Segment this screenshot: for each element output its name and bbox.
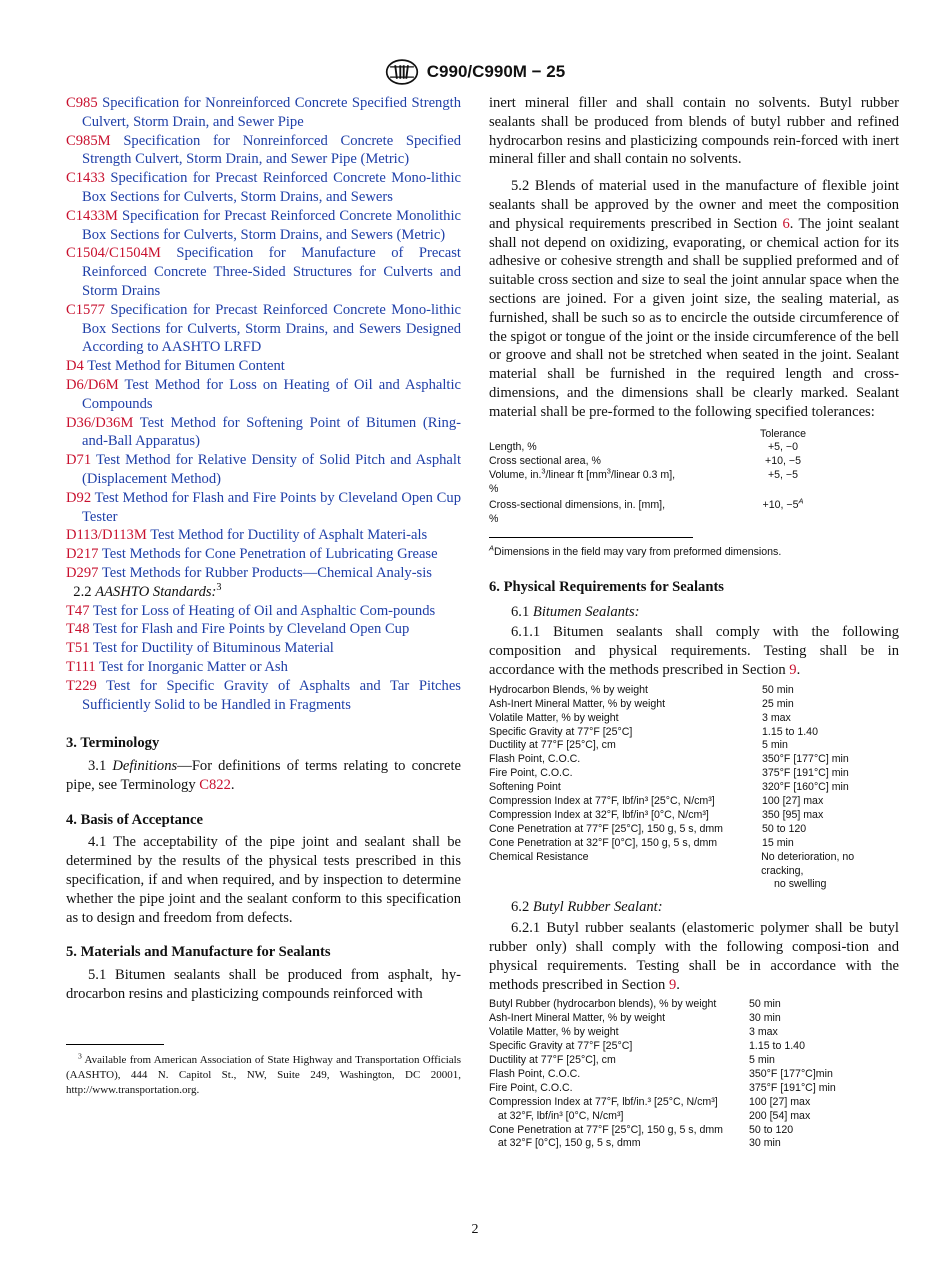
requirement-value: 50 to 120 bbox=[749, 1123, 794, 1136]
requirement-row bbox=[489, 1110, 899, 1124]
reference-title[interactable]: Specification for Manufacture of Precast Reinforced Concrete Three-Sided Structures for Culverts and Storm Drains bbox=[82, 245, 461, 299]
section-5-1-cont: inert mineral filler and shall contain no solvents. Butyl rubber sealants shall be produced from blends of butyl rubber and refined hydrocarbon resins and plasticizing compounds rein-forced with inert mineral filler and shall contain no solvents. bbox=[489, 95, 899, 168]
requirement-value: 375°F [191°C] min bbox=[762, 767, 849, 780]
requirement-value: 5 min bbox=[762, 739, 788, 752]
requirement-value: 350 [95] max bbox=[762, 808, 824, 821]
references-list bbox=[66, 94, 461, 583]
reference-title[interactable]: Test Method for Bitumen Content bbox=[87, 358, 285, 375]
requirement-property bbox=[489, 878, 762, 892]
footnote-rule bbox=[66, 1044, 164, 1045]
reference-item[interactable] bbox=[66, 357, 461, 376]
footnote-3: $^3$ Available from American Association of State Highway and Transportation Officials (AASHTO), 444 N. Capitol St., NW, Suite 249, Washington, DC 20001, http://www.transportation.org. bbox=[66, 1051, 461, 1096]
requirement-property: Fire Point, C.O.C. bbox=[489, 1081, 573, 1094]
requirement-row bbox=[489, 753, 899, 767]
section-6-1: 6.1 Bitumen Sealants: bbox=[511, 603, 640, 620]
table-rule bbox=[489, 537, 693, 538]
left-column bbox=[66, 94, 461, 1098]
tolerance-footnote: $^A$Dimensions in the field may vary from preformed dimensions. bbox=[489, 543, 782, 558]
requirement-property: at 32°F [0°C], 150 g, 5 s, dmm bbox=[489, 1137, 641, 1150]
reference-item[interactable] bbox=[66, 526, 461, 545]
reference-item[interactable] bbox=[66, 602, 461, 621]
section-6-heading: 6. Physical Requirements for Sealants bbox=[489, 578, 724, 595]
requirement-value: 1.15 to 1.40 bbox=[749, 1040, 805, 1053]
requirement-value: 1.15 to 1.40 bbox=[762, 725, 818, 738]
requirement-row bbox=[489, 1137, 899, 1151]
requirement-value: 30 min bbox=[749, 1012, 781, 1025]
section-6-2-1: 6.2.1 Butyl rubber sealants (elastomeric polymer shall be butyl rubber only) shall comply with the following composi-tion and physical requirements. Testing shall be in accordance with the methods prescribed in Section 9. bbox=[489, 920, 899, 993]
requirement-property: Fire Point, C.O.C. bbox=[489, 767, 573, 780]
aashto-subheading: 2.2 AASHTO Standards:$^3$ bbox=[73, 581, 222, 600]
requirement-row bbox=[489, 795, 899, 809]
reference-code[interactable]: T111 bbox=[66, 658, 96, 675]
requirement-value: 50 min bbox=[762, 683, 794, 696]
aashto-references-list bbox=[66, 602, 461, 715]
section-5-2: 5.2 Blends of material used in the manufacture of flexible joint sealants shall be approved by the owner and meet the composition and physical requirements prescribed in Section 6. The joint sealant shall not depend on oxidizing, evaporating, or chemical action for its adhesive or cohesive strength and shall be supplied preformed and of suitable cross section and size to seal the joint annular space when the sections are joined. For a given joint size, the sealing material, as furnished, shall be such so as to encircle the outside circumference of the spigot or tongue of the joint or the inside circumference of the bell or groove and shall not be stretched when seated in the joint. Sealant material shall be furnished in the required length and cross-dimensions, and the dimensions shall be clearly marked. Sealant material shall be pre-formed to the following specified tolerances: bbox=[489, 178, 899, 420]
requirement-value: 100 [27] max bbox=[762, 795, 824, 808]
ref-link-section-9[interactable]: 9 bbox=[668, 976, 677, 993]
reference-code[interactable]: C1504/C1504M bbox=[66, 245, 161, 262]
reference-code[interactable]: T47 bbox=[66, 602, 90, 619]
requirement-row bbox=[489, 739, 899, 753]
requirement-row bbox=[489, 1012, 899, 1026]
requirement-row bbox=[489, 851, 899, 879]
requirement-value: 200 [54] max bbox=[749, 1109, 811, 1122]
section-6-1-1: 6.1.1 Bitumen sealants shall comply with the following composition and physical requirements. Testing shall be in accordance with the methods prescribed in Section 9. bbox=[489, 624, 899, 678]
requirement-value: 375°F [191°C] min bbox=[749, 1081, 836, 1094]
reference-code[interactable]: T229 bbox=[66, 677, 97, 694]
page-number: 2 bbox=[471, 1222, 479, 1237]
reference-item[interactable] bbox=[66, 132, 461, 170]
requirement-property: Hydrocarbon Blends, % by weight bbox=[489, 683, 648, 696]
page-header bbox=[0, 58, 950, 91]
reference-title[interactable]: Test Method for Loss on Heating of Oil and Asphaltic Compounds bbox=[82, 376, 461, 412]
reference-item[interactable] bbox=[66, 677, 461, 715]
reference-item[interactable] bbox=[66, 244, 461, 300]
requirement-row bbox=[489, 1026, 899, 1040]
requirement-property: Flash Point, C.O.C. bbox=[489, 1067, 581, 1080]
requirement-property: Cone Penetration at 77°F [25°C], 150 g, 5 s, dmm bbox=[489, 822, 724, 835]
requirement-property: Ductility at 77°F [25°C], cm bbox=[489, 1053, 616, 1066]
requirement-row bbox=[489, 1124, 899, 1138]
reference-code[interactable]: D6/D6M bbox=[66, 376, 119, 393]
reference-item[interactable] bbox=[66, 545, 461, 564]
reference-code[interactable]: D92 bbox=[66, 489, 92, 506]
requirement-value: 50 to 120 bbox=[762, 822, 807, 835]
requirement-property: at 32°F, lbf/in³ [0°C, N/cm³] bbox=[489, 1109, 624, 1122]
requirement-property: Volatile Matter, % by weight bbox=[489, 711, 619, 724]
section-5-heading: 5. Materials and Manufacture for Sealants bbox=[66, 944, 331, 961]
reference-item[interactable] bbox=[66, 414, 461, 452]
requirement-value: No deterioration, no cracking, bbox=[761, 850, 855, 877]
reference-title[interactable]: Test Methods for Rubber Products—Chemical Analy-sis bbox=[101, 564, 432, 581]
reference-code[interactable]: T51 bbox=[66, 640, 90, 657]
requirement-row bbox=[489, 823, 899, 837]
requirement-property: Specific Gravity at 77°F [25°C] bbox=[489, 1040, 633, 1053]
butyl-requirements-table bbox=[489, 998, 899, 1151]
reference-item[interactable] bbox=[66, 564, 461, 583]
requirement-value: 320°F [160°C] min bbox=[762, 781, 849, 794]
reference-title[interactable]: Test Methods for Cone Penetration of Lubricating Grease bbox=[101, 546, 438, 563]
reference-code[interactable]: C1433M bbox=[66, 207, 118, 224]
requirement-row bbox=[489, 809, 899, 823]
reference-title[interactable]: Test Method for Relative Density of Solid Pitch and Asphalt (Displacement Method) bbox=[82, 452, 462, 487]
requirement-value: 3 max bbox=[749, 1026, 778, 1039]
ref-link-section-6[interactable]: 6 bbox=[782, 215, 790, 232]
reference-title[interactable]: Test Method for Flash and Fire Points by Cleveland Open Cup Tester bbox=[82, 489, 461, 525]
tolerance-row: Length, % +5, −0 bbox=[489, 441, 799, 454]
reference-code[interactable]: C1433 bbox=[66, 170, 105, 187]
bitumen-requirements-table bbox=[489, 684, 899, 893]
reference-item[interactable] bbox=[66, 301, 461, 357]
requirement-row bbox=[489, 1054, 899, 1068]
reference-code[interactable]: D113/D113M bbox=[66, 527, 147, 544]
right-column bbox=[489, 94, 899, 1151]
requirement-value: 30 min bbox=[749, 1137, 781, 1150]
reference-item[interactable] bbox=[66, 658, 461, 677]
reference-item[interactable] bbox=[66, 489, 461, 527]
reference-title[interactable]: Specification for Precast Reinforced Concrete Mono-lithic Box Sections for Culverts, Storm Drains, and Sewers bbox=[82, 170, 461, 205]
section-3-1: 3.1 Definitions—For definitions of terms relating to concrete pipe, see Terminology C822. bbox=[66, 758, 461, 793]
section-4-1: 4.1 The acceptability of the pipe joint and sealant shall be determined by the results of the physical tests prescribed in this specification, if and when required, and by inspection to determine whether the pipe joint and the sealant conform to this specification as to design and freedom from defects. bbox=[66, 834, 461, 926]
requirement-row bbox=[489, 712, 899, 726]
reference-code[interactable]: T48 bbox=[66, 621, 90, 638]
reference-item[interactable] bbox=[66, 620, 461, 639]
reference-title[interactable]: Specification for Nonreinforced Concrete Specified Strength Culvert, Storm Drain, and Sewer Pipe (Metric) bbox=[82, 132, 461, 168]
requirement-value: 5 min bbox=[749, 1053, 775, 1066]
reference-title[interactable]: Test for Ductility of Bituminous Material bbox=[92, 640, 334, 657]
document-id: C990/C990M − 25 bbox=[426, 62, 566, 81]
requirement-value: 350°F [177°C] min bbox=[762, 753, 849, 766]
requirement-property: Flash Point, C.O.C. bbox=[489, 753, 581, 766]
reference-code[interactable]: D217 bbox=[66, 546, 99, 563]
requirement-row bbox=[489, 1082, 899, 1096]
requirement-row bbox=[489, 684, 899, 698]
requirement-property: Compression Index at 77°F, lbf/in.³ [25°C, N/cm³] bbox=[489, 1095, 718, 1108]
reference-code[interactable]: D36/D36M bbox=[66, 414, 134, 431]
requirement-value: 3 max bbox=[762, 711, 791, 724]
reference-code[interactable]: D71 bbox=[66, 452, 92, 469]
reference-title[interactable]: Specification for Precast Reinforced Concrete Monolithic Box Sections for Culverts, Storm Drains, and Sewers (Metric) bbox=[82, 207, 461, 243]
requirement-value: 50 min bbox=[749, 998, 781, 1011]
reference-title[interactable]: Test for Loss of Heating of Oil and Asphaltic Com-pounds bbox=[92, 602, 436, 619]
reference-code[interactable]: D4 bbox=[66, 358, 84, 375]
section-4-heading: 4. Basis of Acceptance bbox=[66, 811, 204, 828]
requirement-property: Volatile Matter, % by weight bbox=[489, 1026, 619, 1039]
tolerance-table bbox=[489, 428, 899, 560]
reference-title[interactable]: Test for Specific Gravity of Asphalts and Tar Pitches Sufficiently Solid to be Handled in Fragments bbox=[82, 677, 461, 713]
tolerance-row: Cross sectional area, % +10, −5 bbox=[489, 455, 801, 468]
reference-item[interactable] bbox=[66, 169, 461, 207]
requirement-property: Ash-Inert Mineral Matter, % by weight bbox=[489, 697, 666, 710]
requirement-property: Specific Gravity at 77°F [25°C] bbox=[489, 725, 633, 738]
requirement-property: Butyl Rubber (hydrocarbon blends), % by weight bbox=[489, 998, 717, 1011]
requirement-value: 25 min bbox=[762, 697, 794, 710]
reference-code[interactable]: C985 bbox=[66, 95, 98, 111]
reference-item[interactable] bbox=[66, 451, 461, 489]
section-6-2: 6.2 Butyl Rubber Sealant: bbox=[511, 899, 663, 916]
requirement-row bbox=[489, 837, 899, 851]
tolerance-row: Cross-sectional dimensions, in. [mm], % +10, $-5^A$ bbox=[489, 496, 804, 525]
requirement-property: Softening Point bbox=[489, 781, 561, 794]
reference-title[interactable]: Test for Inorganic Matter or Ash bbox=[99, 658, 288, 675]
reference-code[interactable]: C985M bbox=[66, 132, 111, 149]
reference-item[interactable] bbox=[66, 639, 461, 658]
tolerance-row: Volume, in.$^3$/linear ft [$mm^3$/linear 0.3 m], % +5, −5 bbox=[489, 466, 799, 496]
requirement-value: no swelling bbox=[774, 878, 827, 891]
reference-title[interactable]: Test for Flash and Fire Points by Cleveland Open Cup bbox=[92, 621, 410, 638]
reference-title[interactable]: Test Method for Ductility of Asphalt Materi-als bbox=[150, 527, 428, 544]
requirement-row bbox=[489, 878, 899, 892]
requirement-property: Compression Index at 32°F, lbf/in³ [0°C, N/cm³] bbox=[489, 808, 709, 821]
requirement-property: Compression Index at 77°F, lbf/in³ [25°C, N/cm³] bbox=[489, 795, 715, 808]
requirement-value: 100 [27] max bbox=[749, 1095, 811, 1108]
requirement-row bbox=[489, 1096, 899, 1110]
requirement-row bbox=[489, 698, 899, 712]
requirement-row bbox=[489, 1068, 899, 1082]
requirement-row bbox=[489, 767, 899, 781]
ref-link-section-9[interactable]: 9 bbox=[789, 661, 797, 678]
requirement-value: 350°F [177°C]min bbox=[749, 1067, 833, 1080]
reference-title[interactable]: Specification for Nonreinforced Concrete Specified Strength Culvert, Storm Drain, and Sewer Pipe bbox=[82, 95, 461, 130]
reference-item[interactable] bbox=[66, 207, 461, 245]
ref-link-c822[interactable]: C822 bbox=[199, 776, 231, 793]
requirement-value: 15 min bbox=[762, 836, 794, 849]
section-3-heading: 3. Terminology bbox=[66, 735, 160, 752]
requirement-row bbox=[489, 726, 899, 740]
requirement-property: Chemical Resistance bbox=[489, 850, 589, 863]
astm-logo-icon bbox=[385, 58, 419, 86]
reference-item[interactable] bbox=[66, 94, 461, 132]
requirement-row bbox=[489, 1040, 899, 1054]
tolerance-header: Tolerance bbox=[760, 427, 806, 440]
requirement-row bbox=[489, 781, 899, 795]
requirement-property: Ash-Inert Mineral Matter, % by weight bbox=[489, 1012, 666, 1025]
reference-title[interactable]: Specification for Precast Reinforced Concrete Mono-lithic Box Sections for Culverts, Storm Drains, and Sewers Designed According to AASHTO LRFD bbox=[82, 301, 461, 356]
reference-title[interactable]: Test Method for Softening Point of Bitumen (Ring-and-Ball Apparatus) bbox=[82, 414, 461, 450]
requirement-property: Ductility at 77°F [25°C], cm bbox=[489, 739, 616, 752]
section-5-1-start: 5.1 Bitumen sealants shall be produced from asphalt, hy-drocarbon resins and plasticizing compounds reinforced with bbox=[66, 967, 461, 1003]
requirement-row bbox=[489, 998, 899, 1012]
requirement-property: Cone Penetration at 77°F [25°C], 150 g, 5 s, dmm bbox=[489, 1123, 724, 1136]
requirement-property: Cone Penetration at 32°F [0°C], 150 g, 5 s, dmm bbox=[489, 836, 718, 849]
reference-item[interactable] bbox=[66, 376, 461, 414]
reference-code[interactable]: D297 bbox=[66, 564, 99, 581]
reference-code[interactable]: C1577 bbox=[66, 301, 105, 318]
